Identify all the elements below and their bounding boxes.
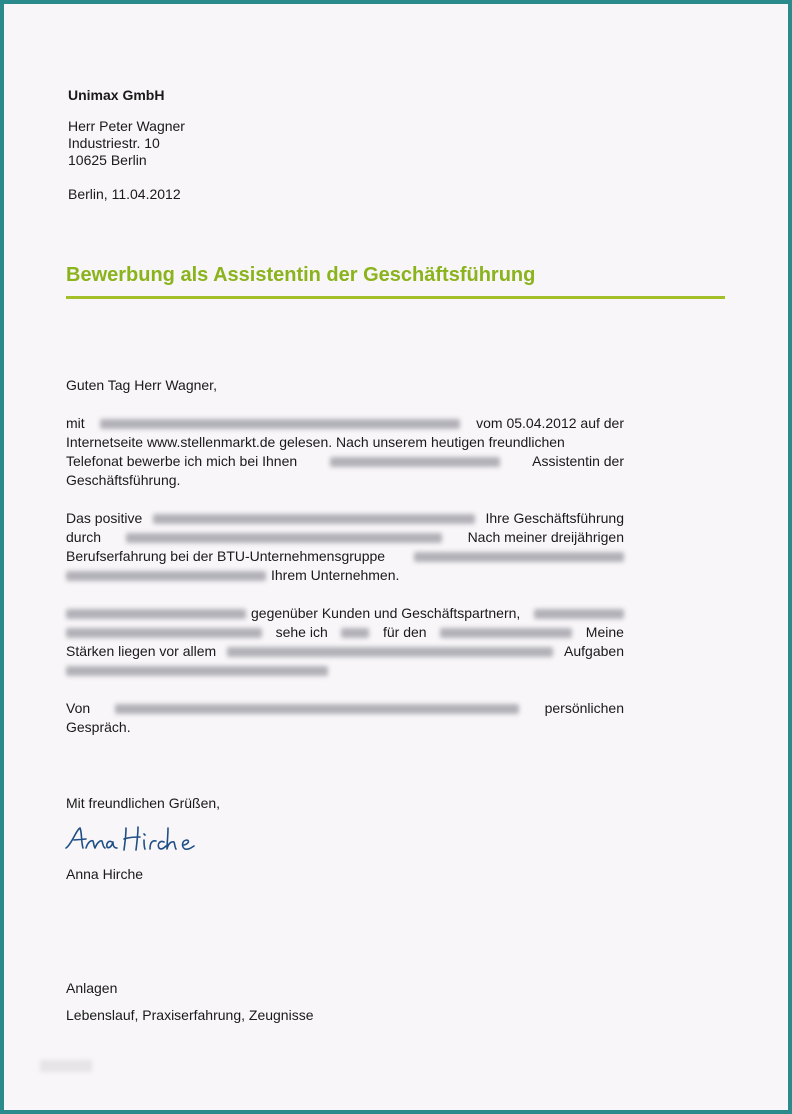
redacted-text bbox=[341, 628, 369, 638]
text-fragment: Das positive bbox=[66, 510, 143, 526]
subject-divider bbox=[66, 296, 725, 299]
city-address: 10625 Berlin bbox=[68, 152, 147, 168]
faint-watermark bbox=[40, 1060, 92, 1072]
date-line: Berlin, 11.04.2012 bbox=[68, 186, 181, 202]
redacted-text bbox=[66, 628, 262, 638]
street-address: Industriestr. 10 bbox=[68, 135, 160, 151]
paragraph-line bbox=[66, 642, 624, 661]
contact-person: Herr Peter Wagner bbox=[68, 118, 185, 134]
text-fragment: sehe ich bbox=[275, 624, 328, 640]
paragraph-line bbox=[66, 547, 624, 566]
text-fragment: Telefonat bewerbe ich mich bei Ihnen bbox=[66, 453, 298, 469]
redacted-text bbox=[66, 666, 328, 676]
text-fragment: Internetseite www.stellenmarkt.de gelesen. Nach unserem heutigen freundlichen bbox=[66, 434, 565, 450]
paragraph-1 bbox=[66, 414, 624, 490]
salutation: Guten Tag Herr Wagner, bbox=[66, 377, 217, 393]
redacted-text bbox=[330, 457, 500, 467]
redacted-text bbox=[227, 647, 553, 657]
redacted-text bbox=[440, 628, 572, 638]
company-name: Unimax GmbH bbox=[68, 87, 165, 103]
redacted-text bbox=[100, 419, 460, 429]
subject-heading: Bewerbung als Assistentin der Geschäftsführung bbox=[66, 264, 536, 286]
paragraph-line bbox=[66, 509, 624, 528]
text-fragment: Ihre Geschäftsführung bbox=[485, 510, 624, 526]
paragraph-3 bbox=[66, 604, 624, 680]
text-fragment: persönlichen bbox=[544, 700, 624, 716]
handwritten-signature bbox=[64, 822, 200, 856]
paragraph-4 bbox=[66, 699, 624, 737]
paragraph-line bbox=[66, 452, 624, 471]
text-fragment: Berufserfahrung bei der BTU-Unternehmensgruppe bbox=[66, 548, 386, 564]
text-fragment: mit bbox=[66, 415, 85, 431]
text-fragment: Aufgaben bbox=[564, 643, 624, 659]
paragraph-line bbox=[66, 528, 624, 547]
text-fragment: Stärken liegen vor allem bbox=[66, 643, 217, 659]
text-fragment: Geschäftsführung. bbox=[66, 472, 181, 488]
redacted-text bbox=[534, 609, 624, 619]
redacted-text bbox=[414, 552, 624, 562]
paragraph-line bbox=[66, 566, 624, 585]
enclosures-label: Anlagen bbox=[66, 980, 118, 996]
text-fragment: durch bbox=[66, 529, 102, 545]
paragraph-line bbox=[66, 718, 624, 737]
paragraph-line bbox=[66, 433, 624, 452]
text-fragment: Gespräch. bbox=[66, 719, 131, 735]
paragraph-line bbox=[66, 414, 624, 433]
text-fragment: Assistentin der bbox=[532, 453, 624, 469]
text-fragment: Ihrem Unternehmen. bbox=[271, 567, 400, 583]
text-fragment: Von bbox=[66, 700, 91, 716]
text-fragment: Nach meiner dreijährigen bbox=[467, 529, 624, 545]
redacted-text bbox=[66, 609, 246, 619]
redacted-text bbox=[153, 514, 475, 524]
redacted-text bbox=[126, 533, 442, 543]
paragraph-line bbox=[66, 471, 624, 490]
redacted-text bbox=[115, 704, 519, 714]
paragraph-line bbox=[66, 623, 624, 642]
redacted-text bbox=[66, 571, 266, 581]
text-fragment: gegenüber Kunden und Geschäftspartnern, bbox=[251, 605, 521, 621]
text-fragment: vom 05.04.2012 auf der bbox=[476, 415, 624, 431]
closing-phrase: Mit freundlichen Grüßen, bbox=[66, 795, 221, 811]
text-fragment: Meine bbox=[585, 624, 624, 640]
text-fragment: für den bbox=[382, 624, 427, 640]
enclosures-list: Lebenslauf, Praxiserfahrung, Zeugnisse bbox=[66, 1007, 314, 1023]
paragraph-line bbox=[66, 604, 624, 623]
paragraph-line bbox=[66, 699, 624, 718]
signatory-name: Anna Hirche bbox=[66, 866, 144, 882]
paragraph-2 bbox=[66, 509, 624, 585]
paragraph-line bbox=[66, 661, 624, 680]
